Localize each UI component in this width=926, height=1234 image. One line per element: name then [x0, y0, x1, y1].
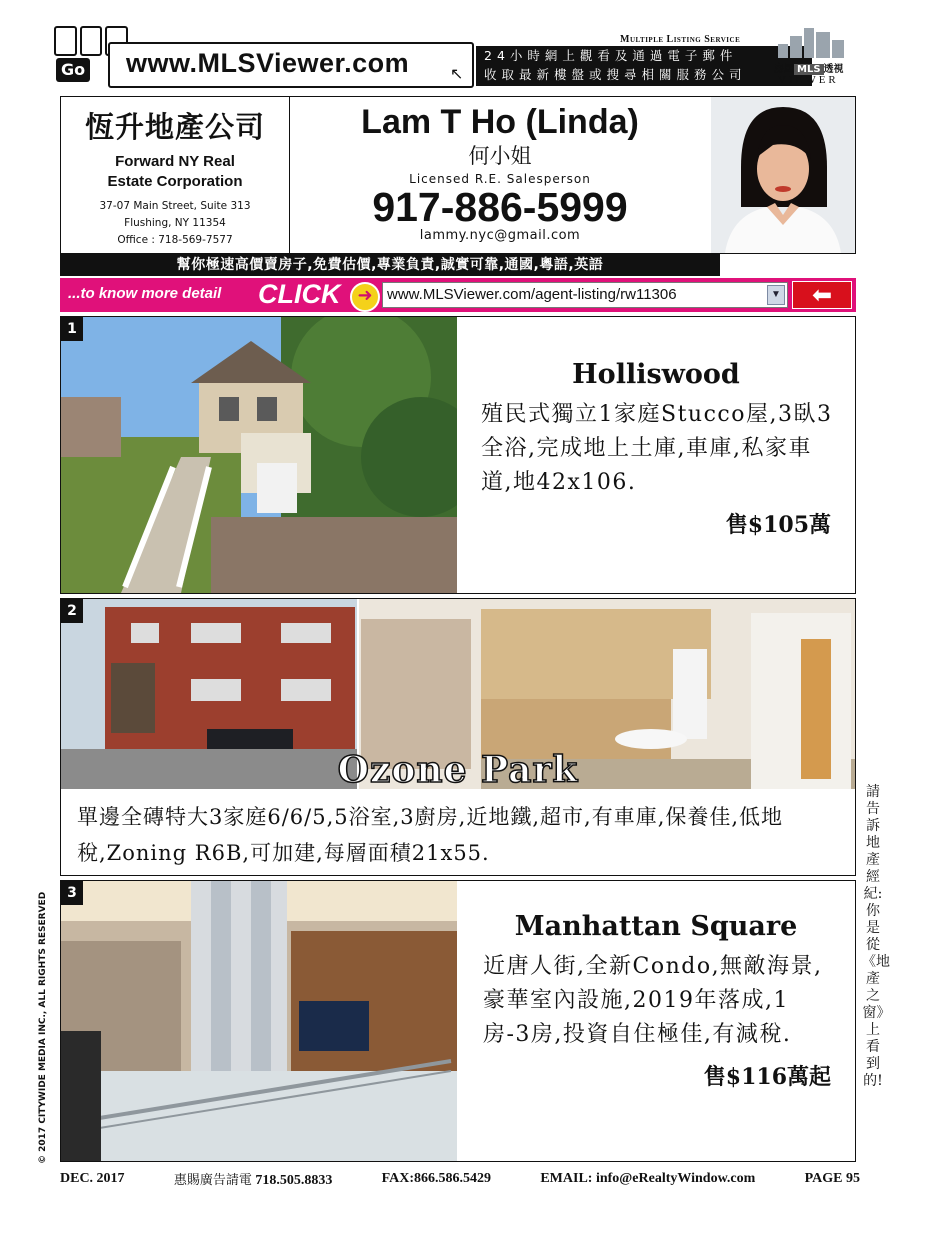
agent-name: Lam T Ho (Linda) [361, 103, 639, 141]
tagline-line-2: 收取最新樓盤或搜尋相關服務公司 [484, 67, 747, 82]
listing-1 [60, 316, 856, 594]
arrow-right-icon[interactable]: ➜ [350, 282, 380, 312]
click-bar [60, 278, 856, 312]
agent-info [289, 97, 711, 253]
listing-3 [60, 880, 856, 1162]
site-url: www.MLSViewer.com [126, 48, 410, 78]
listing-title: Ozone Park [337, 749, 579, 791]
mls-title: Multiple Listing Service [620, 34, 741, 45]
company-name-zh: 恆升地產公司 [84, 110, 265, 144]
listing-3-photo [61, 881, 457, 1161]
mls-viewer-logo [770, 22, 856, 88]
logo-viewer: VIEWER [778, 74, 839, 86]
agent-card [60, 96, 856, 254]
listing-price: 售$105萬 [725, 512, 831, 538]
logo-zh-left: 房屋 [774, 64, 794, 75]
office-phone: Office : 718-569-7577 [117, 234, 233, 246]
listing-title: Manhattan Square [514, 911, 798, 942]
slogan: 幫你極速高價賣房子,免費估價,專業負責,誠實可靠,通國,粵語,英語 [60, 254, 720, 276]
agent-photo [711, 97, 855, 253]
listing-1-photo [61, 317, 457, 593]
address-line-1: 37-07 Main Street, Suite 313 [99, 200, 251, 212]
issue-date: DEC. 2017 [60, 1171, 125, 1186]
header [50, 22, 856, 88]
listing-2 [60, 598, 856, 876]
agent-email[interactable]: lammy.nyc@gmail.com [419, 228, 581, 243]
fax: FAX:866.586.5429 [381, 1171, 492, 1186]
agent-listing-url: www.MLSViewer.com/agent-listing/rw11306 [387, 286, 677, 303]
company-info [61, 97, 290, 253]
agent-listing-url-field[interactable] [382, 282, 788, 308]
address-line-2: Flushing, NY 11354 [124, 217, 226, 229]
listing-description: 單邊全磚特大3家庭6/6/5,5浴室,3廚房,近地鐵,超市,有車庫,保養佳,低地稅,Zoning R6B,可加建,每層面積21x55. [77, 805, 784, 865]
site-url-link[interactable] [108, 42, 474, 88]
agent-license: Licensed R.E. Salesperson [409, 172, 591, 186]
logo-zh-right: 透視 [823, 64, 844, 75]
side-note: 請告訴地產經紀:你是從《地產之窗》上看到的! [862, 784, 890, 1089]
ad-phone-label: 惠賜廣告請電 [173, 1173, 252, 1188]
know-more-text: ...to know more detail [68, 285, 222, 302]
copyright: © 2017 CITYWIDE MEDIA INC., ALL RIGHTS RESERVED [38, 891, 48, 1164]
logo-mls: MLS [794, 64, 824, 75]
listing-price: 售$116萬起 [703, 1064, 831, 1090]
agent-name-zh: 何小姐 [468, 144, 532, 168]
click-label[interactable]: CLICK [258, 279, 341, 309]
footer [60, 1168, 860, 1190]
buildings-icon [778, 26, 848, 58]
go-label: Go [56, 58, 90, 82]
listing-number: 1 [61, 317, 83, 341]
cursor-icon: ↖ [450, 64, 464, 83]
listing-number: 3 [61, 881, 83, 905]
listing-description: 近唐人街,全新Condo,無敵海景,豪華室內設施,2019年落成,1房-3房,投資自住極佳,有減稅. [483, 954, 823, 1047]
page-number: PAGE 95 [804, 1171, 860, 1186]
tagline-line-1: 24小時網上觀看及通過電子郵件 [484, 48, 738, 63]
chevron-down-icon[interactable]: ▼ [767, 285, 785, 305]
back-arrow-icon[interactable]: ⬅ [792, 281, 852, 309]
agent-phone[interactable]: 917-886-5999 [372, 184, 628, 230]
listing-title: Holliswood [572, 359, 740, 390]
company-name-en-1: Forward NY Real [115, 153, 235, 170]
company-name-en-2: Estate Corporation [107, 173, 243, 190]
footer-email[interactable]: EMAIL: info@eRealtyWindow.com [540, 1171, 756, 1186]
tagline [476, 46, 812, 86]
listing-number: 2 [61, 599, 83, 623]
listing-description: 殖民式獨立1家庭Stucco屋,3臥3全浴,完成地上土庫,車庫,私家車道,地42x106. [481, 402, 833, 495]
ad-phone: 718.505.8833 [255, 1173, 333, 1188]
